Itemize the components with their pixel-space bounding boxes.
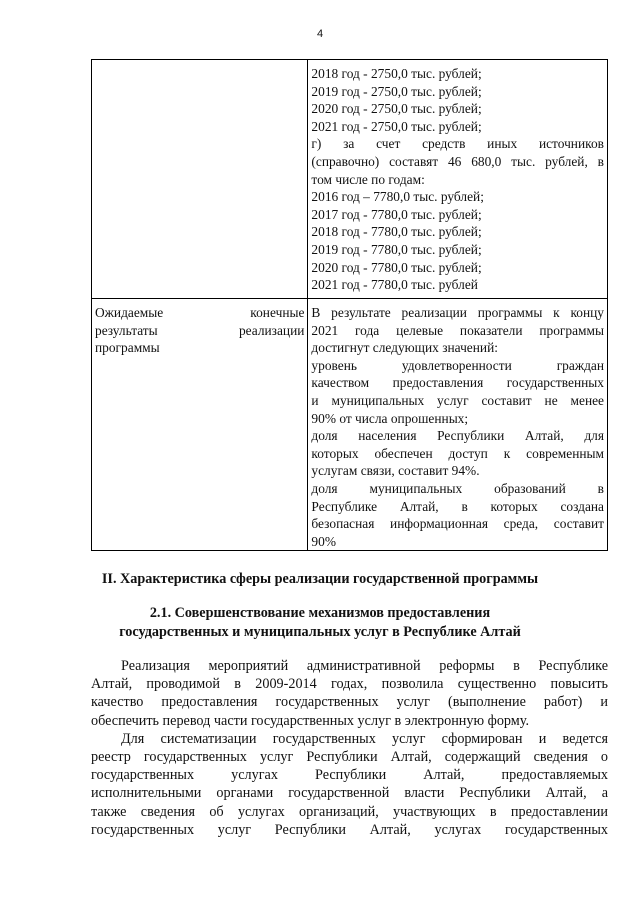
result-line: безопасная информационная среда, составит <box>311 516 604 532</box>
body-text <box>91 657 608 839</box>
funding-line: 2019 год - 2750,0 тыс. рублей; <box>311 83 482 99</box>
funding-line: (справочно) составят 46 680,0 тыс. рублей, в <box>311 153 604 169</box>
body-line: реестр государственных услуг Республики Алтай, содержащий сведения о <box>91 749 608 766</box>
body-line: исполнительными органами государственной власти Республики Алтай, а <box>91 785 608 802</box>
result-line: доля населения Республики Алтай, для <box>311 428 604 444</box>
body-line: Для систематизации государственных услуг сформирован и ведется <box>121 730 608 747</box>
result-line: 90% от числа опрошенных; <box>311 410 469 426</box>
body-line: также сведения об услугах организаций, участвующих в предоставлении <box>91 803 608 820</box>
result-line: В результате реализации программы к концу <box>311 305 604 320</box>
label-line: программы <box>95 340 160 356</box>
result-line: и муниципальных услуг составит не менее <box>311 392 604 408</box>
table-cell-label <box>92 60 308 299</box>
table-row <box>92 299 608 551</box>
result-line: достигнут следующих значений: <box>311 340 498 356</box>
result-line: 2021 года целевые показатели программы <box>311 322 604 338</box>
table-cell-value <box>308 299 608 551</box>
result-line: доля муниципальных образований в <box>311 480 604 496</box>
funding-line: 2017 год - 7780,0 тыс. рублей; <box>311 206 482 222</box>
program-passport-table <box>91 59 608 551</box>
funding-line: 2018 год - 7780,0 тыс. рублей; <box>311 224 482 240</box>
result-line: 90% <box>311 533 336 549</box>
result-line: качеством предоставления государственных <box>311 375 604 391</box>
funding-line: 2021 год - 7780,0 тыс. рублей <box>311 277 478 293</box>
table-cell-value <box>308 60 608 299</box>
body-line: Реализация мероприятий административной реформы в Республике <box>121 658 608 674</box>
label-line: результаты реализации <box>95 322 305 338</box>
result-line: которых обеспечен доступ к современным <box>311 445 604 461</box>
table-cell-label <box>92 299 308 551</box>
result-line: услугам связи, составит 94%. <box>311 463 480 479</box>
result-line: уровень удовлетворенности граждан <box>311 357 604 373</box>
funding-line: 2020 год - 2750,0 тыс. рублей; <box>311 101 482 117</box>
body-line: Алтай, проводимой в 2009-2014 годах, позволила существенно повысить <box>91 676 608 693</box>
funding-line: том числе по годам: <box>311 171 425 187</box>
subsection-title-line: государственных и муниципальных услуг в Республике Алтай <box>119 624 521 640</box>
result-line: Республике Алтай, в которых создана <box>311 498 604 514</box>
body-line: качество предоставления государственных услуг (выполнение работ) и <box>91 694 608 711</box>
subsection-title <box>0 604 640 642</box>
page-number: 4 <box>316 28 324 40</box>
body-line: обеспечить перевод части государственных услуг в электронную форму. <box>91 712 529 729</box>
funding-line: г) за счет средств иных источников <box>311 136 604 152</box>
section-title: II. Характеристика сферы реализации государственной программы <box>101 571 539 587</box>
body-line: государственных услугах Республики Алтай, предоставляемых <box>91 767 608 784</box>
funding-line: 2019 год - 7780,0 тыс. рублей; <box>311 241 482 257</box>
table-row <box>92 60 608 299</box>
label-line: Ожидаемые конечные <box>95 305 305 320</box>
funding-line: 2020 год - 7780,0 тыс. рублей; <box>311 259 482 275</box>
body-line: государственных услуг Республики Алтай, услугах государственных <box>91 821 608 838</box>
funding-line: 2021 год - 2750,0 тыс. рублей; <box>311 118 482 134</box>
subsection-title-line: 2.1. Совершенствование механизмов предоставления <box>149 605 491 621</box>
funding-line: 2016 год – 7780,0 тыс. рублей; <box>311 189 484 205</box>
funding-line: 2018 год - 2750,0 тыс. рублей; <box>311 66 482 81</box>
